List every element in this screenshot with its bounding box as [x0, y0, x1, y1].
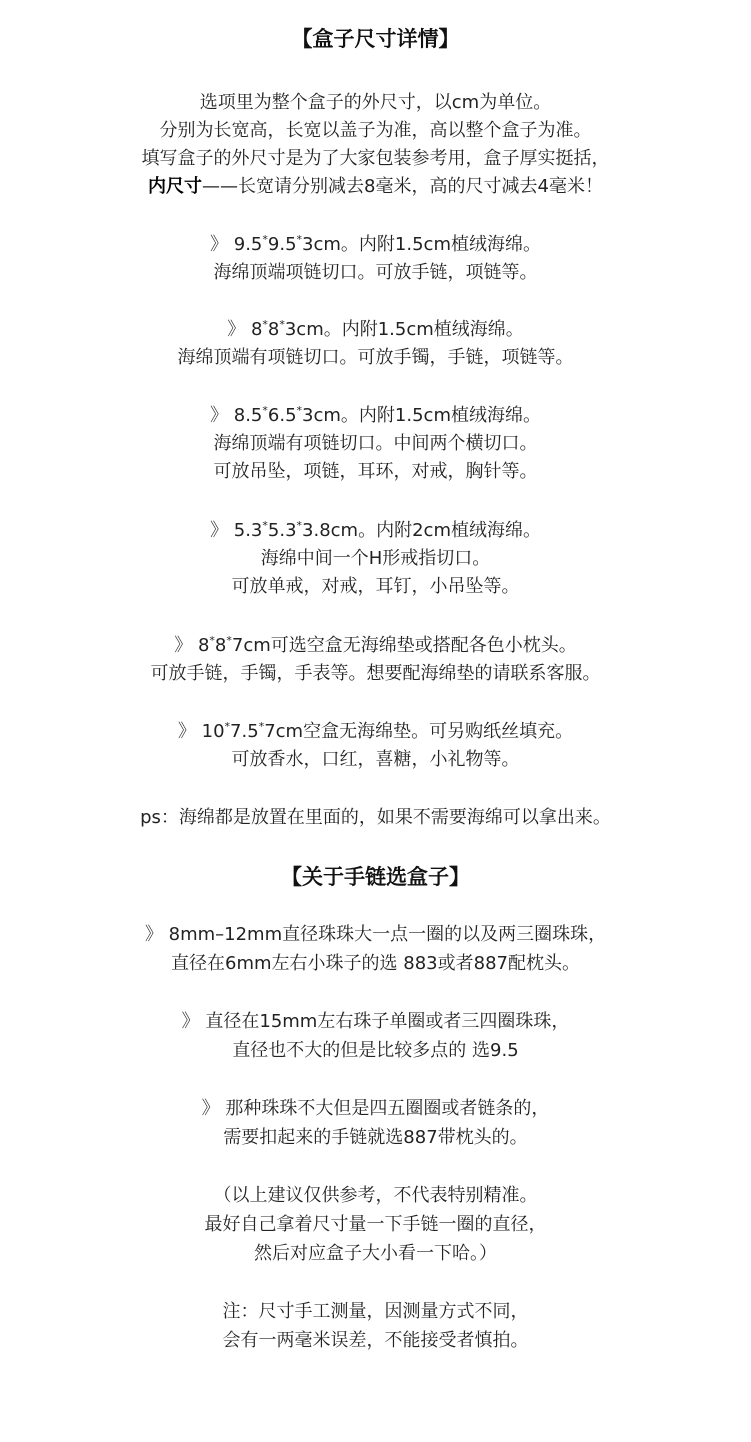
dim-height: 7cm	[231, 635, 271, 656]
item-description: 可选空盒无海绵垫或搭配各色小枕头。	[270, 635, 577, 656]
bracelet-tip-line: 》 8mm–12mm直径珠珠大一点一圈的以及两三圈珠珠，	[144, 924, 607, 945]
bracelet-tip-line: 需要扣起来的手链就选887带枕头的。	[223, 1127, 528, 1148]
intro-line: 填写盒子的外尺寸是为了大家包装参考用，盒子厚实挺括，	[141, 148, 610, 169]
bullet-marker: 》	[210, 405, 229, 426]
item-detail-line: 可放香水，口红，喜糖，小礼物等。	[231, 749, 520, 770]
bullet-marker: 》	[210, 234, 229, 255]
section-title-box-size: 【盒子尺寸详情】	[291, 27, 460, 51]
dim-height: 3cm	[302, 405, 341, 426]
dim-height: 3cm	[284, 319, 324, 340]
item-detail-line: 可放单戒，对戒，耳钉，小吊坠等。	[231, 576, 520, 597]
dim-height: 7cm	[264, 721, 304, 742]
disclaimer-line: 最好自己拿着尺寸量一下手链一圈的直径，	[204, 1214, 547, 1235]
item-description: 空盒无海绵垫。可另购纸丝填充。	[303, 721, 574, 742]
dim-length: 8	[197, 635, 210, 656]
disclaimer-line: （以上建议仅供参考，不代表特别精准。	[213, 1185, 538, 1206]
box-size-item: 》 8*8*3cm。内附1.5cm植绒海绵。	[227, 318, 524, 340]
item-description: 。内附1.5cm植绒海绵。	[323, 319, 524, 340]
dim-width: 5.3	[267, 520, 297, 541]
intro-line: 分别为长宽高，长宽以盖子为准，高以整个盒子为准。	[159, 120, 592, 141]
intro-line: 选项里为整个盒子的外尺寸，以cm为单位。	[199, 92, 552, 113]
item-detail-line: 海绵顶端有项链切口。可放手镯，手链，项链等。	[177, 347, 574, 368]
section-title-bracelet-box: 【关于手链选盒子】	[281, 865, 470, 889]
box-size-item: 》 5.3*5.3*3.8cm。内附2cm植绒海绵。	[210, 519, 541, 541]
bullet-marker: 》	[174, 635, 193, 656]
ps-note: ps：海绵都是放置在里面的，如果不需要海绵可以拿出来。	[140, 807, 611, 828]
bracelet-tip-line: 直径也不大的但是比较多点的 选9.5	[232, 1040, 519, 1061]
box-size-item: 》 10*7.5*7cm空盒无海绵垫。可另购纸丝填充。	[177, 720, 574, 742]
item-detail-line: 海绵顶端项链切口。可放手链，项链等。	[213, 262, 538, 283]
item-description: 。内附2cm植绒海绵。	[358, 520, 541, 541]
item-detail-line: 可放手链，手镯，手表等。想要配海绵垫的请联系客服。	[150, 663, 601, 684]
measurement-note-line: 会有一两毫米误差，不能接受者慎拍。	[222, 1330, 529, 1351]
box-size-item: 》 8*8*7cm可选空盒无海绵垫或搭配各色小枕头。	[174, 634, 577, 656]
inner-size-label: 内尺寸	[148, 176, 203, 197]
dim-length: 10	[201, 721, 225, 742]
dim-width: 8	[214, 635, 227, 656]
dim-length: 9.5	[233, 234, 263, 255]
item-description: 。内附1.5cm植绒海绵。	[340, 405, 541, 426]
item-detail-line: 海绵中间一个H形戒指切口。	[260, 548, 491, 569]
bracelet-tip-line: 》 直径在15mm左右珠子单圈或者三四圈珠珠，	[181, 1011, 570, 1032]
item-detail-line: 可放吊坠，项链，耳环，对戒，胸针等。	[213, 461, 538, 482]
box-size-item: 》 9.5*9.5*3cm。内附1.5cm植绒海绵。	[210, 233, 541, 255]
box-size-item: 》 8.5*6.5*3cm。内附1.5cm植绒海绵。	[210, 404, 541, 426]
bullet-marker: 》	[177, 721, 196, 742]
disclaimer-line: 然后对应盒子大小看一下哈。）	[254, 1243, 497, 1264]
dim-length: 8	[250, 319, 263, 340]
item-description: 。内附1.5cm植绒海绵。	[340, 234, 541, 255]
item-detail-line: 海绵顶端有项链切口。中间两个横切口。	[213, 433, 538, 454]
bracelet-tip-line: 直径在6mm左右小珠子的选 883或者887配枕头。	[171, 953, 580, 974]
bracelet-tip-line: 》 那种珠珠不大但是四五圈圈或者链条的，	[201, 1098, 550, 1119]
inner-size-note: ——长宽请分别减去8毫米，高的尺寸减去4毫米！	[202, 176, 603, 197]
intro-line	[0, 172, 751, 202]
dim-height: 3cm	[302, 234, 341, 255]
dim-height: 3.8cm	[302, 520, 359, 541]
dim-length: 8.5	[233, 405, 263, 426]
bullet-marker: 》	[210, 520, 229, 541]
bullet-marker: 》	[227, 319, 246, 340]
measurement-note-line: 注：尺寸手工测量，因测量方式不同，	[222, 1301, 529, 1322]
dim-width: 7.5	[230, 721, 259, 742]
dim-length: 5.3	[233, 520, 263, 541]
dim-width: 6.5	[267, 405, 297, 426]
dim-width: 9.5	[267, 234, 297, 255]
dim-width: 8	[267, 319, 280, 340]
